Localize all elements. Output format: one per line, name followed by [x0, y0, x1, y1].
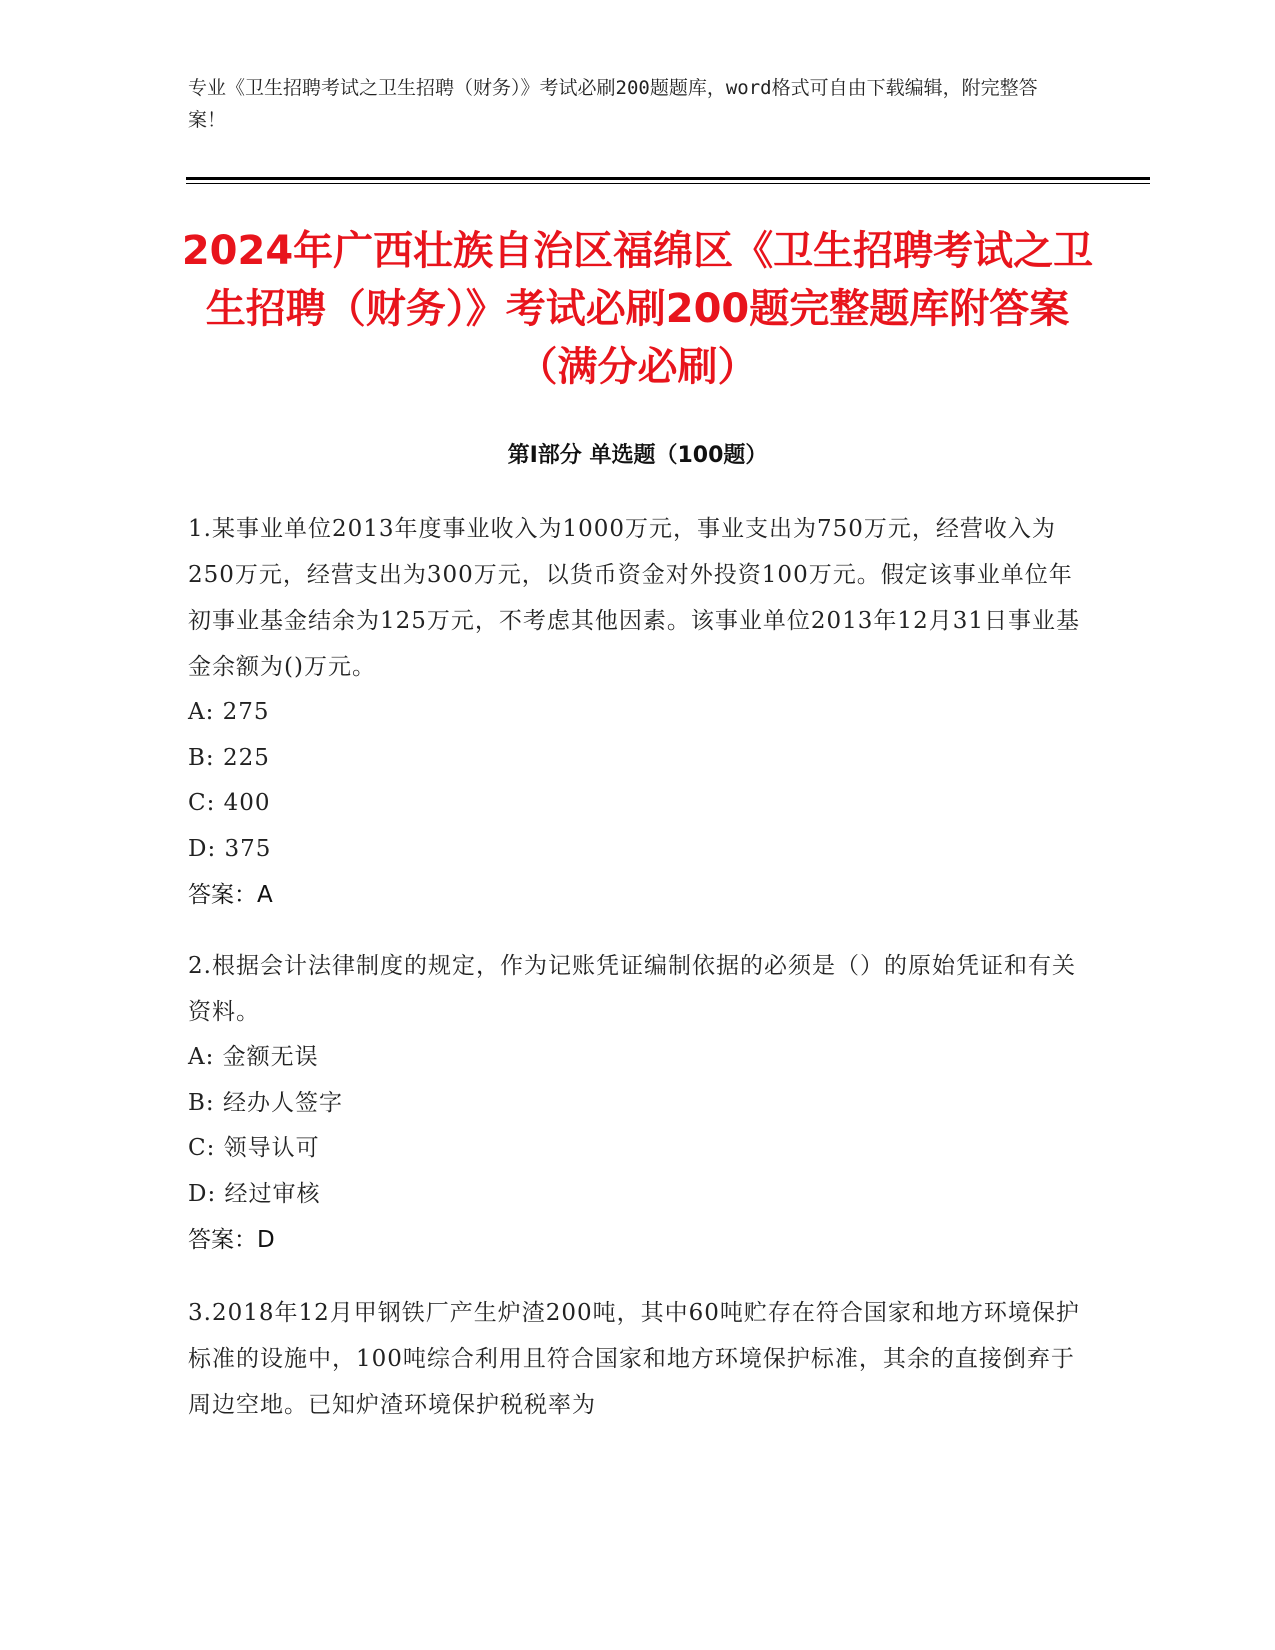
option-d: D: 375	[188, 835, 272, 862]
question-text: 2.根据会计法律制度的规定，作为记账凭证编制依据的必须是（）的原始凭证和有关资料。	[188, 953, 1076, 1025]
question-text: 1.某事业单位2013年度事业收入为1000万元，事业支出为750万元，经营收入为250万元，经营支出为300万元，以货币资金对外投资100万元。假定该事业单位年初事业基金结余为125万元，不考虑其他因素。该事业单位2013年12月31日事业基金余额为()万元。	[188, 516, 1080, 680]
question-3	[188, 1290, 1083, 1428]
option-c: C: 400	[188, 790, 271, 816]
option-d: D: 经过审核	[188, 1180, 321, 1207]
document-title: 2024年广西壮族自治区福绵区《卫生招聘考试之卫生招聘（财务）》考试必刷200题完整题库附答案（满分必刷）	[181, 228, 1094, 390]
header-divider	[186, 177, 1150, 180]
section-heading: 第I部分 单选题（100题）	[507, 443, 768, 468]
header-note: 专业《卫生招聘考试之卫生招聘（财务）》考试必刷200题题库，word格式可自由下载编辑，附完整答案！	[188, 77, 1038, 131]
answer: 答案：D	[188, 1227, 275, 1253]
option-b: B: 225	[188, 744, 270, 771]
option-a: A: 275	[188, 699, 270, 725]
option-c: C: 领导认可	[188, 1135, 320, 1161]
option-a: A: 金额无误	[188, 1044, 319, 1070]
option-b: B: 经办人签字	[188, 1089, 343, 1116]
question-text: 3.2018年12月甲钢铁厂产生炉渣200吨，其中60吨贮存在符合国家和地方环境保护标准的设施中，100吨综合利用且符合国家和地方环境保护标准，其余的直接倒弃于周边空地。已知炉渣环境保护税税率为	[188, 1300, 1080, 1418]
answer: 答案：A	[188, 882, 273, 908]
header-divider-thin	[186, 183, 1150, 184]
question-1	[188, 506, 1083, 918]
question-2	[188, 943, 1083, 1263]
